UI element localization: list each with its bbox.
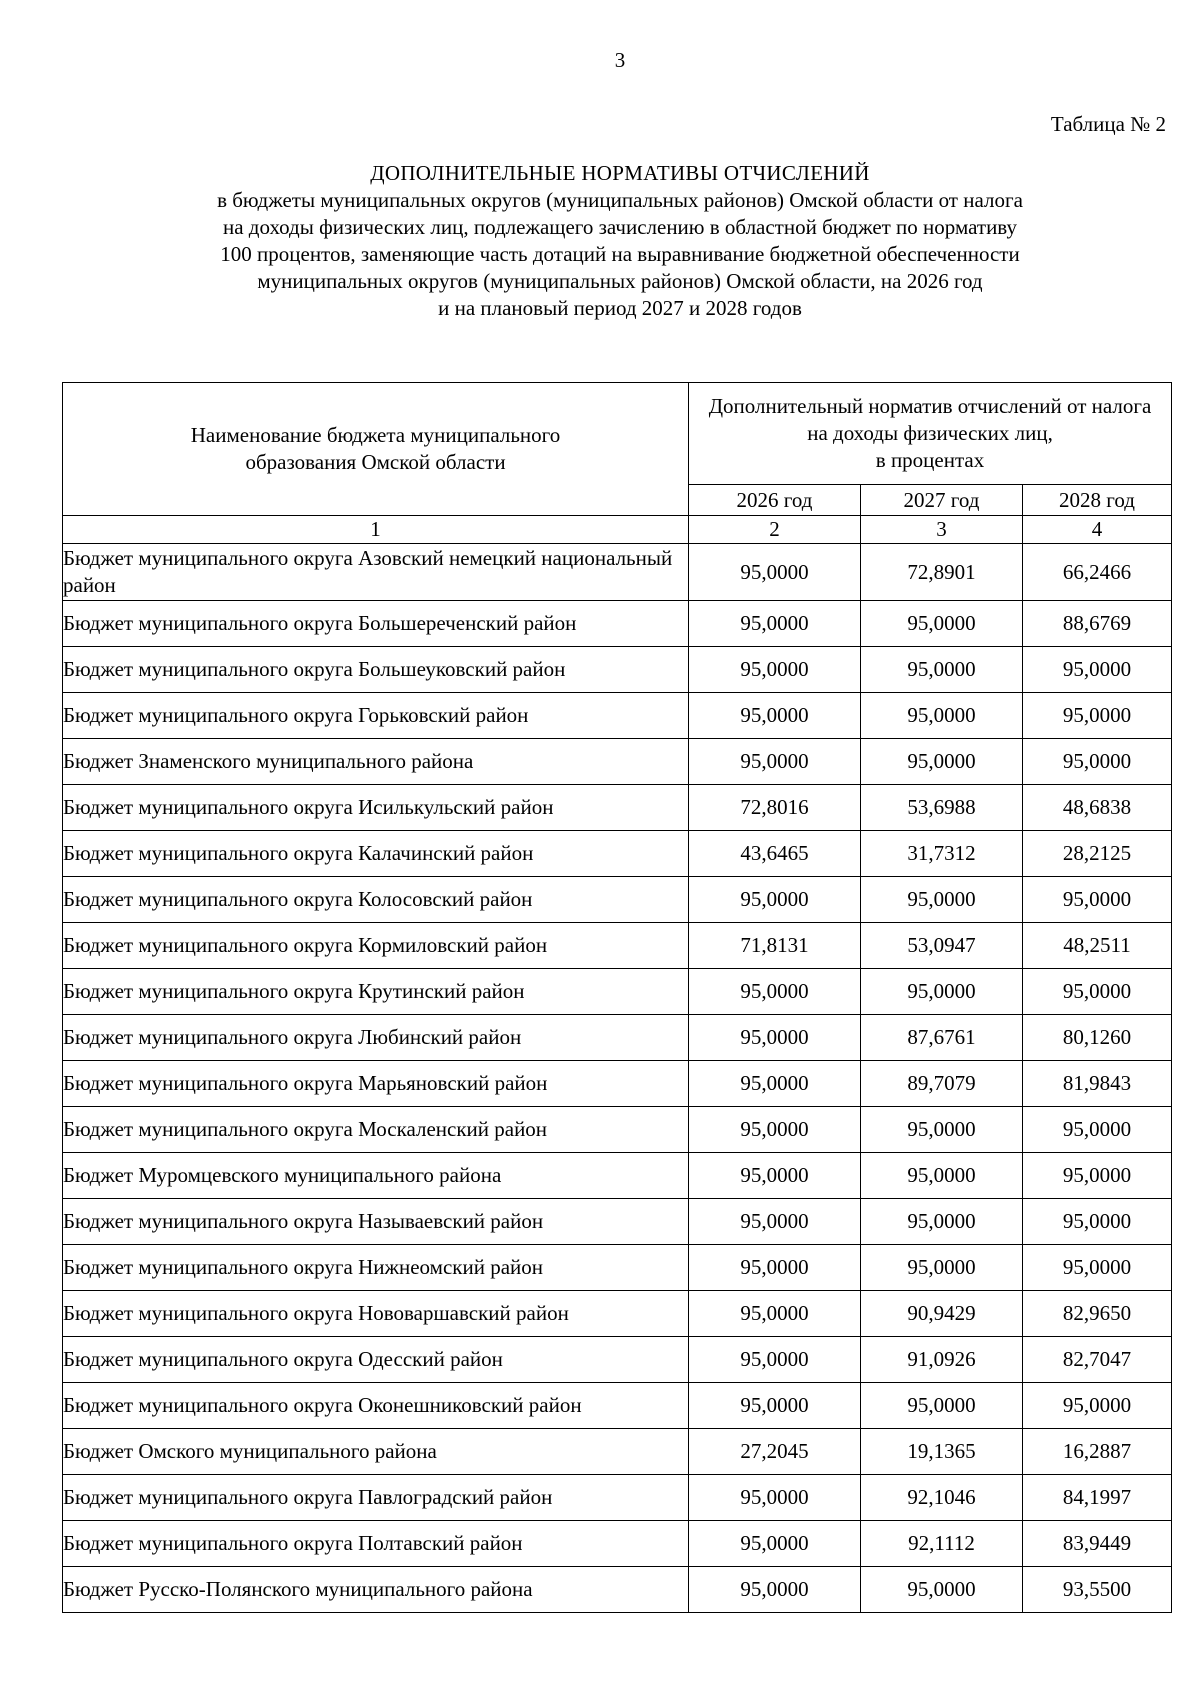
budget-name: Бюджет муниципального округа Марьяновский район [63, 1061, 689, 1107]
budget-name: Бюджет муниципального округа Нововаршавский район [63, 1291, 689, 1337]
column-index: 4 [1023, 516, 1172, 544]
value-2027: 72,8901 [861, 544, 1023, 601]
value-2026: 43,6465 [689, 831, 861, 877]
budget-name: Бюджет Русско-Полянского муниципального района [63, 1567, 689, 1613]
title-line: 100 процентов, заменяющие часть дотаций на выравнивание бюджетной обеспеченности [220, 242, 1020, 266]
value-2026: 95,0000 [689, 739, 861, 785]
budget-name: Бюджет муниципального округа Крутинский район [63, 969, 689, 1015]
value-2027: 95,0000 [861, 601, 1023, 647]
table-row [63, 1475, 1172, 1521]
table-row [63, 1107, 1172, 1153]
value-2028: 82,7047 [1023, 1337, 1172, 1383]
table-row [63, 1015, 1172, 1061]
value-2028: 95,0000 [1023, 739, 1172, 785]
value-2027: 95,0000 [861, 1107, 1023, 1153]
value-2027: 53,6988 [861, 785, 1023, 831]
table-row [63, 1567, 1172, 1613]
budget-name: Бюджет муниципального округа Большереченский район [63, 601, 689, 647]
table-row [63, 601, 1172, 647]
value-2026: 95,0000 [689, 1337, 861, 1383]
budget-name: Бюджет муниципального округа Колосовский район [63, 877, 689, 923]
budget-name: Бюджет Муромцевского муниципального района [63, 1153, 689, 1199]
table-row [63, 1061, 1172, 1107]
value-2028: 95,0000 [1023, 1383, 1172, 1429]
value-2026: 95,0000 [689, 693, 861, 739]
table-row [63, 1199, 1172, 1245]
value-2026: 95,0000 [689, 1521, 861, 1567]
column-index: 1 [63, 516, 689, 544]
value-2028: 88,6769 [1023, 601, 1172, 647]
value-2028: 16,2887 [1023, 1429, 1172, 1475]
budget-name: Бюджет муниципального округа Кормиловский район [63, 923, 689, 969]
budget-name-header: Наименование бюджета муниципального образования Омской области [63, 383, 689, 516]
table-row [63, 831, 1172, 877]
title-heading: ДОПОЛНИТЕЛЬНЫЕ НОРМАТИВЫ ОТЧИСЛЕНИЙ [370, 161, 870, 185]
value-2026: 95,0000 [689, 1061, 861, 1107]
title-line: и на плановый период 2027 и 2028 годов [438, 296, 802, 320]
value-2028: 95,0000 [1023, 1245, 1172, 1291]
value-2027: 92,1046 [861, 1475, 1023, 1521]
value-2028: 95,0000 [1023, 1199, 1172, 1245]
value-2028: 48,2511 [1023, 923, 1172, 969]
value-2026: 95,0000 [689, 601, 861, 647]
year-header-2028: 2028 год [1023, 485, 1172, 516]
budget-name: Бюджет муниципального округа Горьковский район [63, 693, 689, 739]
value-2027: 95,0000 [861, 877, 1023, 923]
value-2027: 95,0000 [861, 739, 1023, 785]
value-2027: 87,6761 [861, 1015, 1023, 1061]
value-2026: 95,0000 [689, 1015, 861, 1061]
value-2028: 93,5500 [1023, 1567, 1172, 1613]
table-row [63, 544, 1172, 601]
title-line: муниципальных округов (муниципальных районов) Омской области, на 2026 год [257, 269, 983, 293]
table-label: Таблица № 2 [1050, 112, 1166, 136]
table-row [63, 693, 1172, 739]
table-row [63, 1153, 1172, 1199]
value-2027: 95,0000 [861, 693, 1023, 739]
value-2026: 95,0000 [689, 647, 861, 693]
value-2028: 82,9650 [1023, 1291, 1172, 1337]
column-index: 2 [689, 516, 861, 544]
budget-name: Бюджет муниципального округа Одесский район [63, 1337, 689, 1383]
value-2028: 95,0000 [1023, 693, 1172, 739]
budget-name: Бюджет Знаменского муниципального района [63, 739, 689, 785]
value-2026: 95,0000 [689, 877, 861, 923]
table-row [63, 923, 1172, 969]
value-2027: 90,9429 [861, 1291, 1023, 1337]
page-number: 3 [614, 48, 626, 72]
budget-name: Бюджет муниципального округа Павлоградский район [63, 1475, 689, 1521]
value-2027: 95,0000 [861, 1245, 1023, 1291]
budget-name: Бюджет муниципального округа Нижнеомский район [63, 1245, 689, 1291]
value-2027: 19,1365 [861, 1429, 1023, 1475]
budget-name: Бюджет муниципального округа Любинский район [63, 1015, 689, 1061]
year-header-2027: 2027 год [861, 485, 1023, 516]
value-2028: 95,0000 [1023, 647, 1172, 693]
value-2028: 81,9843 [1023, 1061, 1172, 1107]
value-2027: 95,0000 [861, 969, 1023, 1015]
value-2026: 95,0000 [689, 1475, 861, 1521]
value-2027: 31,7312 [861, 831, 1023, 877]
value-2027: 95,0000 [861, 1567, 1023, 1613]
value-2027: 95,0000 [861, 1199, 1023, 1245]
value-2028: 95,0000 [1023, 877, 1172, 923]
title-line: в бюджеты муниципальных округов (муниципальных районов) Омской области от налога [217, 188, 1023, 212]
value-2027: 91,0926 [861, 1337, 1023, 1383]
value-2026: 95,0000 [689, 1153, 861, 1199]
value-2026: 95,0000 [689, 1199, 861, 1245]
value-2027: 92,1112 [861, 1521, 1023, 1567]
value-2028: 48,6838 [1023, 785, 1172, 831]
budget-name: Бюджет муниципального округа Исилькульский район [63, 785, 689, 831]
table-row [63, 739, 1172, 785]
value-2028: 66,2466 [1023, 544, 1172, 601]
value-2027: 53,0947 [861, 923, 1023, 969]
value-2026: 72,8016 [689, 785, 861, 831]
value-2026: 71,8131 [689, 923, 861, 969]
budget-name: Бюджет муниципального округа Москаленский район [63, 1107, 689, 1153]
table-row [63, 1245, 1172, 1291]
document-title [60, 160, 1180, 322]
budget-name: Бюджет муниципального округа Большеуковский район [63, 647, 689, 693]
title-line: на доходы физических лиц, подлежащего зачислению в областной бюджет по нормативу [222, 215, 1018, 239]
value-2028: 28,2125 [1023, 831, 1172, 877]
value-2028: 95,0000 [1023, 1153, 1172, 1199]
value-2028: 84,1997 [1023, 1475, 1172, 1521]
table-row [63, 877, 1172, 923]
value-2028: 80,1260 [1023, 1015, 1172, 1061]
value-2027: 95,0000 [861, 647, 1023, 693]
value-2026: 95,0000 [689, 1291, 861, 1337]
budget-name: Бюджет муниципального округа Оконешниковский район [63, 1383, 689, 1429]
value-2026: 27,2045 [689, 1429, 861, 1475]
table-row [63, 1291, 1172, 1337]
table-row [63, 785, 1172, 831]
value-2027: 95,0000 [861, 1383, 1023, 1429]
budget-name: Бюджет муниципального округа Полтавский район [63, 1521, 689, 1567]
table-row [63, 1429, 1172, 1475]
norm-header: Дополнительный норматив отчислений от налога на доходы физических лиц, в процентах [689, 383, 1172, 485]
budget-name: Бюджет муниципального округа Называевский район [63, 1199, 689, 1245]
table-row [63, 1521, 1172, 1567]
value-2026: 95,0000 [689, 1567, 861, 1613]
value-2027: 95,0000 [861, 1153, 1023, 1199]
table-row [63, 1383, 1172, 1429]
column-index: 3 [861, 516, 1023, 544]
table-row [63, 647, 1172, 693]
budget-name: Бюджет Омского муниципального района [63, 1429, 689, 1475]
value-2026: 95,0000 [689, 1107, 861, 1153]
value-2026: 95,0000 [689, 969, 861, 1015]
value-2028: 95,0000 [1023, 969, 1172, 1015]
table-row [63, 969, 1172, 1015]
value-2027: 89,7079 [861, 1061, 1023, 1107]
value-2026: 95,0000 [689, 544, 861, 601]
table-row [63, 1337, 1172, 1383]
value-2026: 95,0000 [689, 1245, 861, 1291]
norms-table [62, 382, 1172, 1613]
value-2028: 95,0000 [1023, 1107, 1172, 1153]
year-header-2026: 2026 год [689, 485, 861, 516]
value-2026: 95,0000 [689, 1383, 861, 1429]
value-2028: 83,9449 [1023, 1521, 1172, 1567]
budget-name: Бюджет муниципального округа Калачинский район [63, 831, 689, 877]
budget-name: Бюджет муниципального округа Азовский немецкий национальный район [63, 544, 689, 601]
